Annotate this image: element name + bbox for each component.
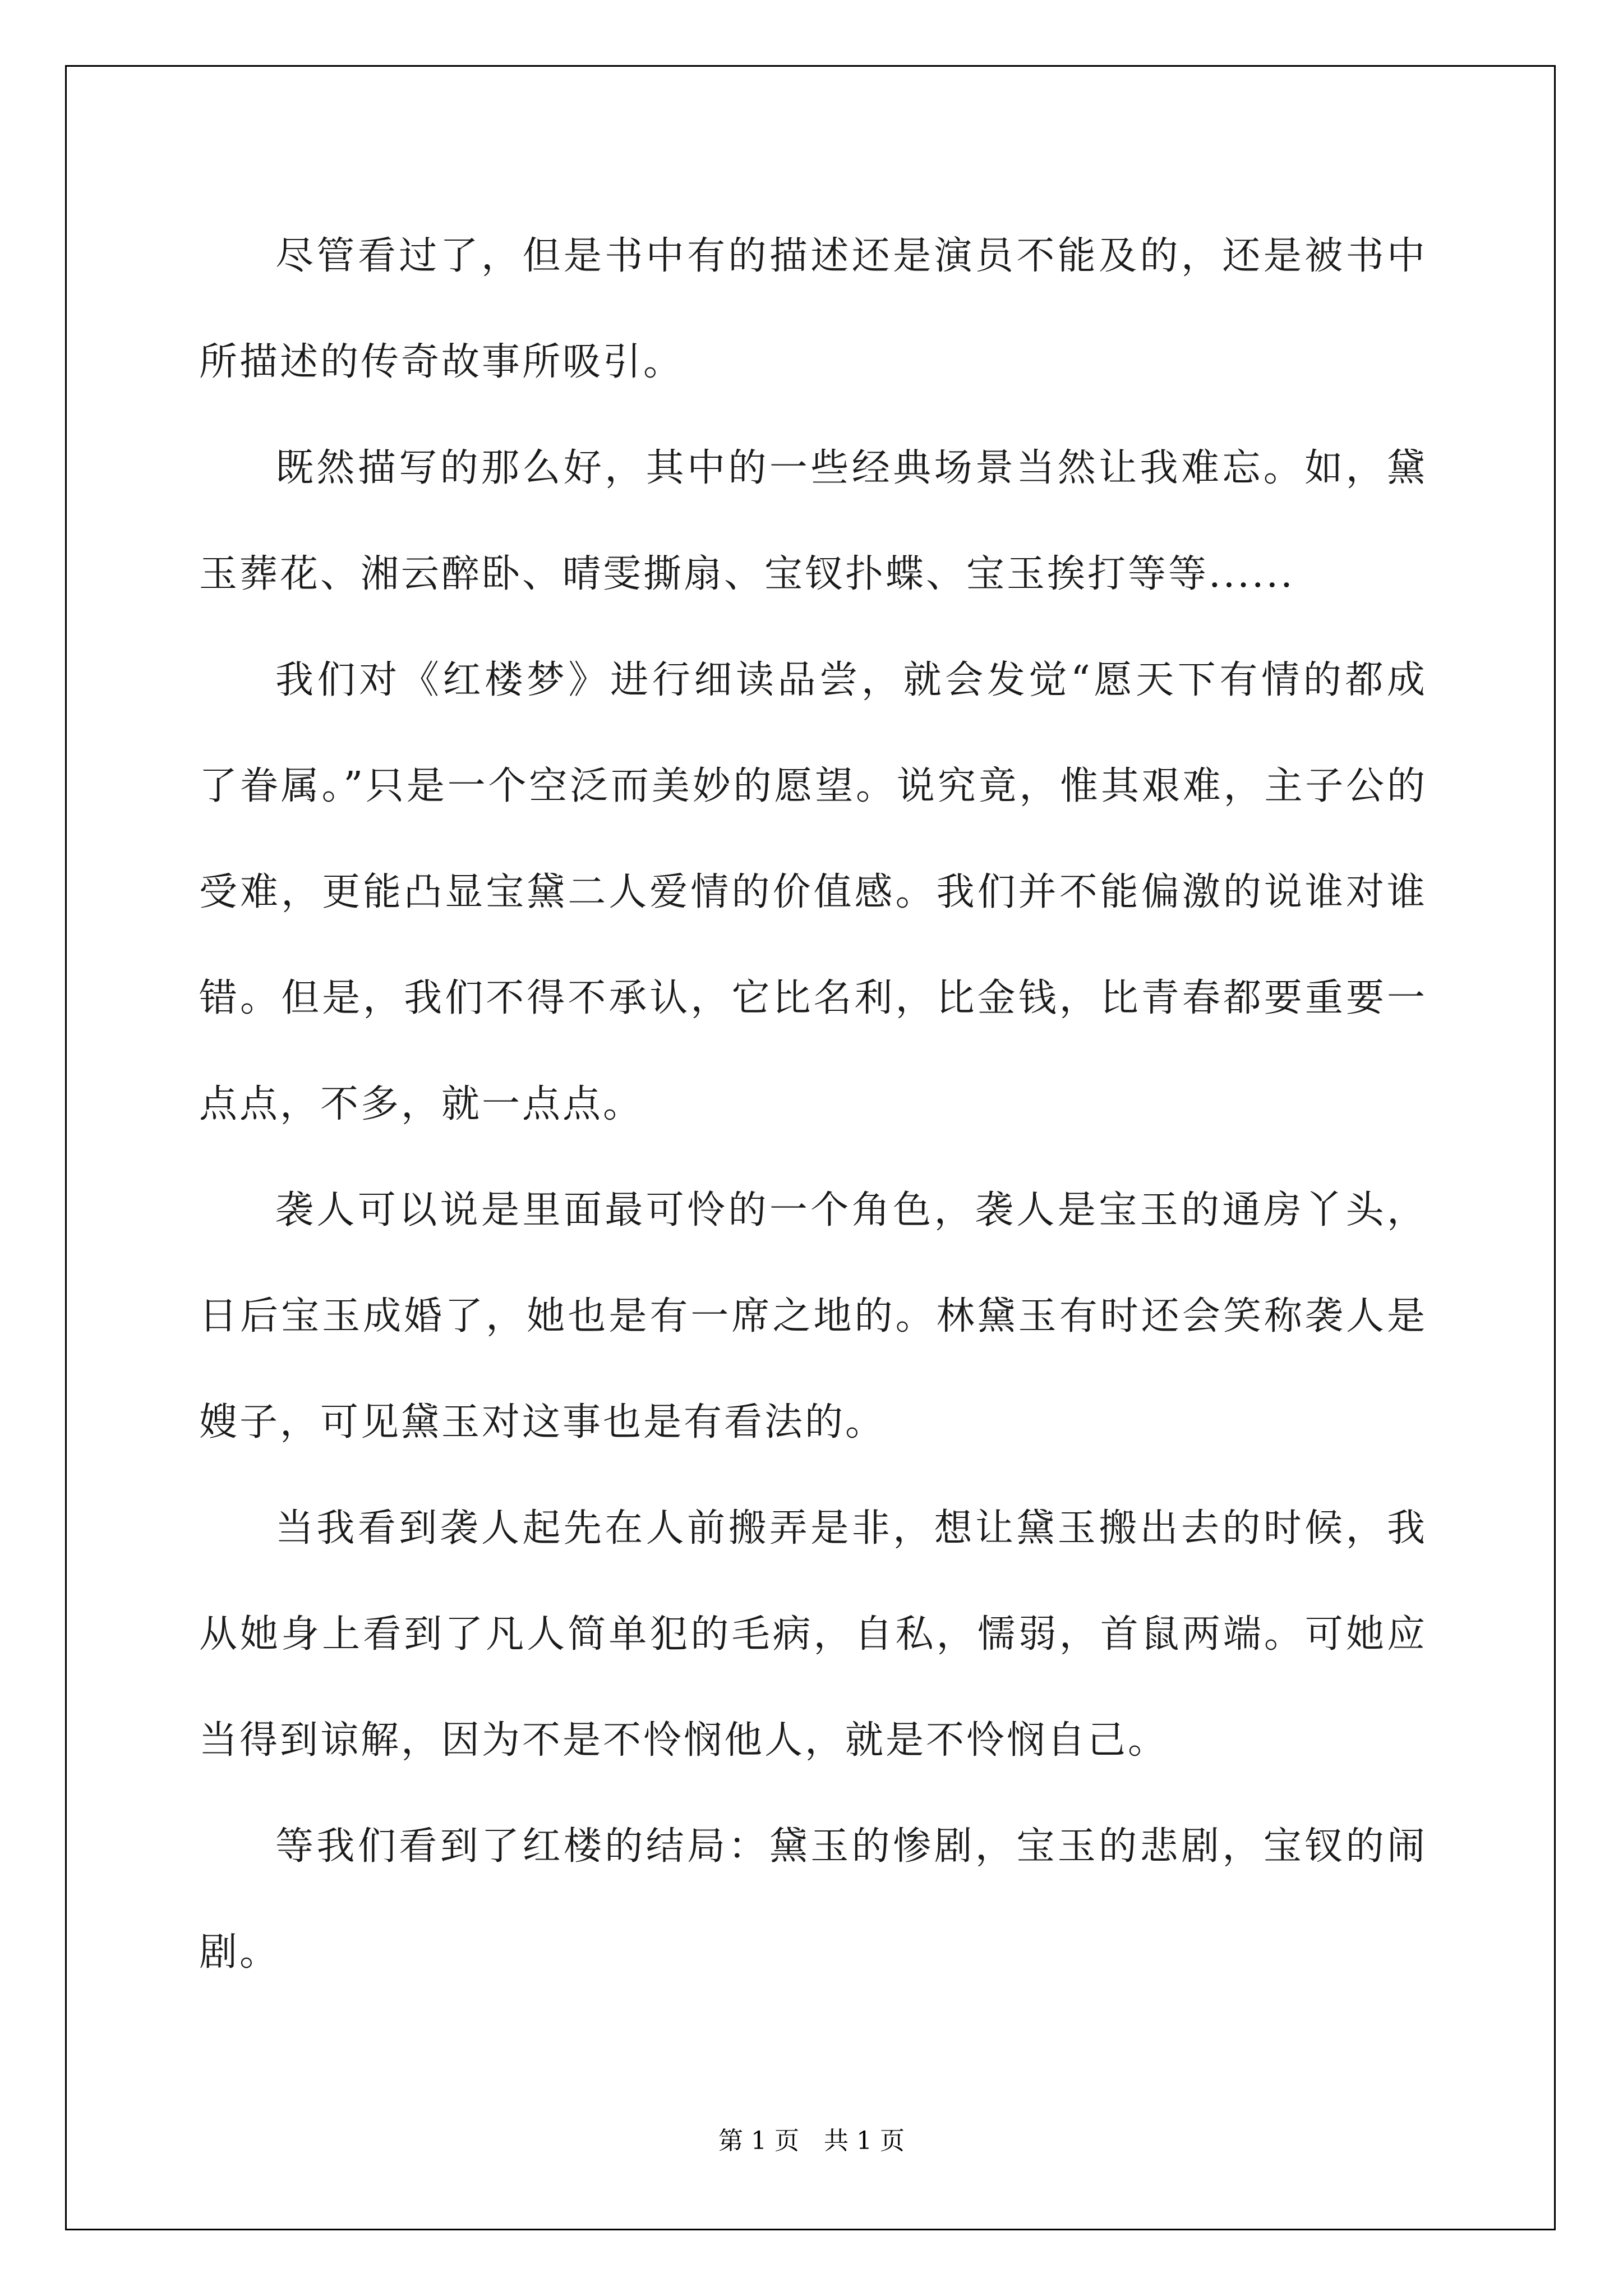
paragraph-4: 袭人可以说是里面最可怜的一个角色，袭人是宝玉的通房丫头，日后宝玉成婚了，她也是有一席之地的。林黛玉有时还会笑称袭人是嫂子，可见黛玉对这事也是有看法的。: [199, 1188, 1427, 1444]
paragraph-3: 我们对《红楼梦》进行细读品尝，就会发觉“愿天下有情的都成了眷属。”只是一个空泛而美妙的愿望。说究竟，惟其艰难，主子公的受难，更能凸显宝黛二人爱情的价值感。我们并不能偏激的说谁对谁错。但是，我们不得不承认，它比名利，比金钱，比青春都要重要一点点，不多，就一点点。: [199, 658, 1427, 1126]
page-number-footer: 第 1 页 共 1 页: [718, 2127, 905, 2155]
paragraph-1: 尽管看过了，但是书中有的描述还是演员不能及的，还是被书中所描述的传奇故事所吸引。: [199, 234, 1427, 384]
paragraph-5: 当我看到袭人起先在人前搬弄是非，想让黛玉搬出去的时候，我从她身上看到了凡人简单犯的毛病，自私，懦弱，首鼠两端。可她应当得到谅解，因为不是不怜悯他人，就是不怜悯自己。: [199, 1506, 1427, 1763]
document-body: [199, 203, 1427, 2005]
paragraph-2: 既然描写的那么好，其中的一些经典场景当然让我难忘。如，黛玉葬花、湘云醉卧、晴雯撕扇、宝钗扑蝶、宝玉挨打等等......: [199, 446, 1427, 596]
paragraph-6: 等我们看到了红楼的结局：黛玉的惨剧，宝玉的悲剧，宝钗的闹剧。: [199, 1824, 1427, 1975]
